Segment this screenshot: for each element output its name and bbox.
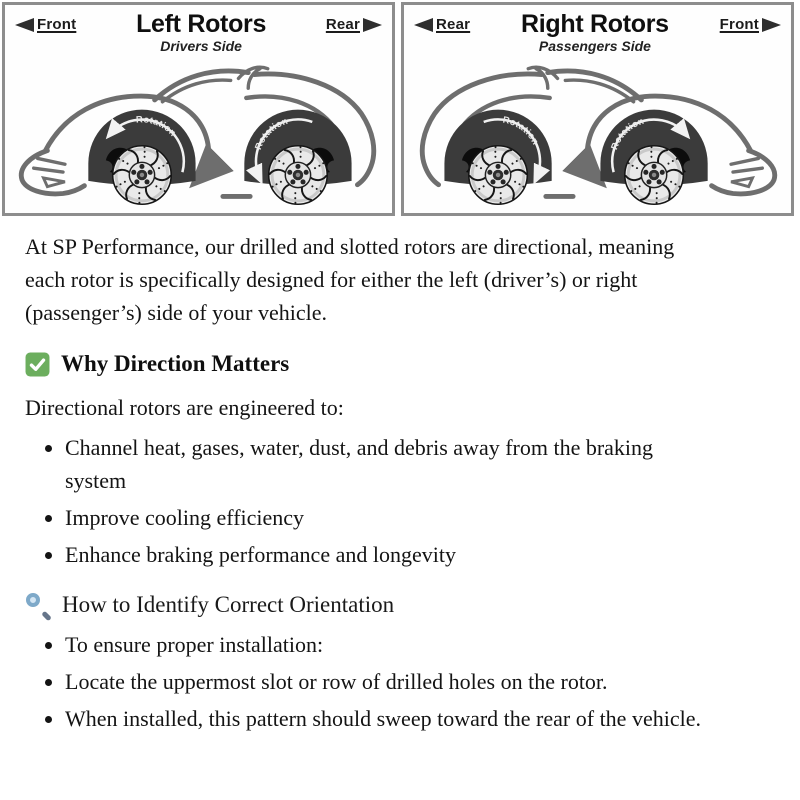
panel-title: Left Rotors — [136, 10, 267, 38]
right-rotors-panel — [401, 2, 794, 216]
magnifier-lens — [26, 593, 40, 607]
list-item: • Channel heat, gases, water, dust, and debris away from the braking system — [65, 431, 665, 497]
panel-title: Right Rotors — [521, 10, 669, 38]
list-item: • Improve cooling efficiency — [65, 501, 665, 534]
car-outline-mirrored — [422, 67, 774, 204]
panel-subtitle: Drivers Side — [160, 38, 242, 54]
list-item: • When installed, this pattern should sweep toward the rear of the vehicle. — [65, 702, 745, 735]
why-direction-matters-heading — [25, 351, 775, 377]
rotation-label-front: Rotation — [609, 115, 646, 152]
list-item: • To ensure proper installation: — [65, 628, 745, 661]
identify-bullet-list — [25, 628, 775, 735]
magnifier-handle — [41, 611, 52, 622]
front-direction-label — [720, 16, 781, 33]
heading-text: Why Direction Matters — [61, 351, 290, 376]
front-direction-label — [15, 16, 76, 33]
why-bullet-list — [25, 431, 775, 571]
panel-titles — [470, 12, 720, 54]
direction-text: Front — [719, 16, 759, 33]
right-panel-header — [404, 5, 791, 54]
rotor-direction-diagram — [0, 0, 800, 216]
list-item: • Locate the uppermost slot or row of drilled holes on the rotor. — [65, 665, 745, 698]
left-rotors-panel — [2, 2, 395, 216]
direction-text: Rear — [325, 16, 360, 33]
left-panel-header — [5, 5, 392, 54]
arrow-right-icon — [363, 18, 382, 32]
intro-paragraph: At SP Performance, our drilled and slotted rotors are directional, meaning each rotor is specifically designed for either the left (driver’s) or right (passenger’s) side of your vehicle. — [25, 234, 675, 325]
car-outline — [21, 67, 373, 204]
arrow-left-icon — [15, 18, 34, 32]
arrow-right-icon — [762, 18, 781, 32]
rear-direction-label — [414, 16, 470, 33]
direction-text: Front — [37, 16, 77, 33]
check-icon — [25, 352, 50, 377]
rotation-label-rear: Rotation — [252, 115, 290, 152]
article-content — [0, 230, 800, 735]
panel-titles — [76, 12, 326, 54]
car-illustration-right — [404, 57, 791, 213]
list-item: • Enhance braking performance and longevity — [65, 538, 665, 571]
panel-subtitle: Passengers Side — [538, 38, 651, 54]
magnifying-glass-icon — [25, 591, 52, 618]
identify-orientation-heading — [25, 591, 775, 618]
direction-text: Rear — [436, 16, 471, 33]
rotation-label-front: Rotation — [135, 114, 179, 139]
heading-text: How to Identify Correct Orientation — [62, 591, 395, 617]
arrow-left-icon — [414, 18, 433, 32]
rotation-label-rear: Rotation — [501, 114, 541, 147]
rear-direction-label — [326, 16, 382, 33]
car-illustration-left — [5, 57, 392, 213]
why-lead-text: Directional rotors are engineered to: — [25, 395, 344, 420]
